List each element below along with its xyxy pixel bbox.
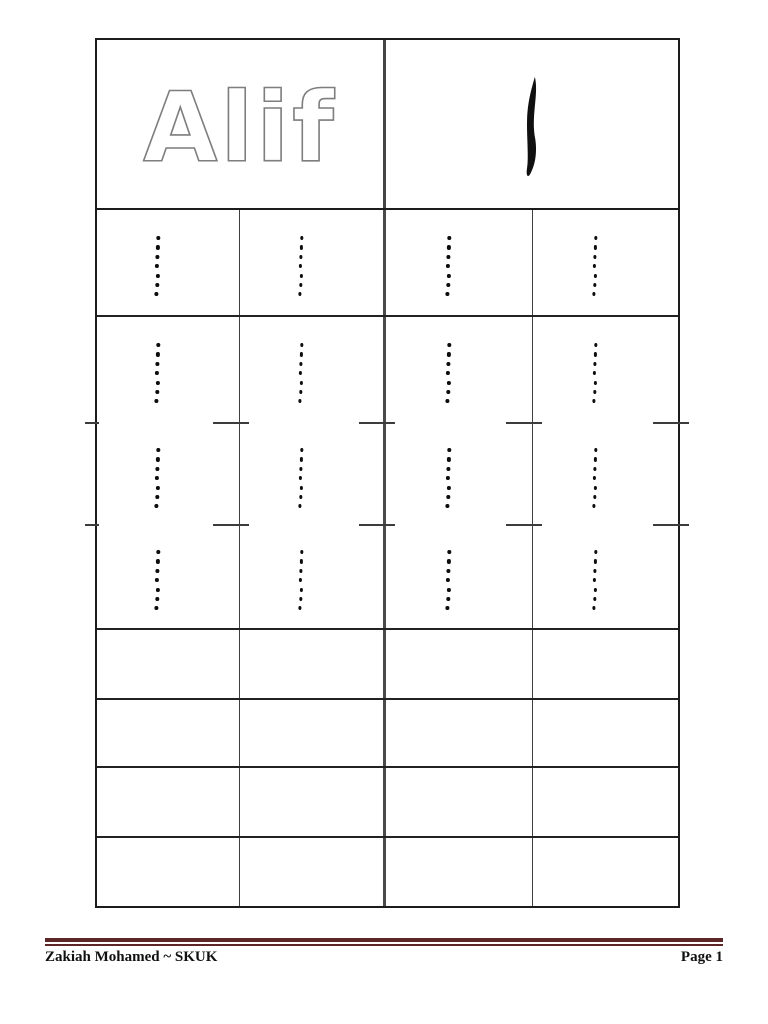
trace-dot bbox=[155, 606, 159, 610]
border-stub bbox=[85, 524, 99, 526]
trace-dot bbox=[300, 550, 304, 554]
trace-dot bbox=[593, 457, 597, 461]
border-stub bbox=[213, 422, 249, 424]
dotted-alif-trace bbox=[592, 236, 596, 302]
footer-rule bbox=[45, 938, 723, 946]
trace-cell bbox=[386, 317, 533, 422]
trace-dot bbox=[157, 343, 161, 347]
empty-practice-cell bbox=[386, 630, 533, 698]
border-stub bbox=[359, 524, 395, 526]
trace-dot bbox=[300, 352, 304, 356]
dotted-alif-trace bbox=[592, 343, 596, 409]
trace-dot bbox=[445, 399, 449, 403]
trace-dot bbox=[299, 390, 303, 394]
trace-cell bbox=[97, 317, 240, 422]
dotted-alif-trace bbox=[155, 236, 159, 302]
empty-practice-cell bbox=[240, 768, 386, 836]
page-number: Page 1 bbox=[680, 949, 723, 965]
trace-dot bbox=[446, 597, 450, 601]
border-stub bbox=[359, 422, 395, 424]
author-credit: Zakiah Mohamed ~ SKUK bbox=[45, 949, 218, 965]
trace-dot bbox=[299, 467, 303, 471]
trace-dot bbox=[593, 588, 597, 592]
border-stub bbox=[653, 524, 689, 526]
trace-dot bbox=[447, 588, 451, 592]
trace-dot bbox=[446, 476, 450, 480]
trace-dot bbox=[592, 292, 596, 296]
trace-dot bbox=[156, 495, 160, 499]
empty-practice-cell bbox=[240, 838, 386, 906]
trace-cell bbox=[533, 524, 678, 628]
empty-practice-cell bbox=[533, 768, 678, 836]
trace-dot bbox=[447, 274, 451, 278]
trace-dot bbox=[445, 606, 449, 610]
empty-practice-cell bbox=[97, 700, 240, 766]
trace-dot bbox=[593, 245, 597, 249]
practice-grid bbox=[97, 210, 678, 906]
trace-dot bbox=[447, 550, 451, 554]
trace-dot bbox=[157, 236, 161, 240]
empty-practice-row bbox=[97, 768, 678, 838]
trace-dot bbox=[299, 578, 303, 582]
trace-dot bbox=[300, 486, 304, 490]
trace-cell bbox=[533, 422, 678, 524]
trace-row bbox=[97, 317, 678, 422]
dotted-alif-trace bbox=[592, 550, 596, 616]
trace-dot bbox=[300, 343, 304, 347]
trace-row bbox=[97, 524, 678, 630]
trace-cell bbox=[386, 210, 533, 315]
border-stub bbox=[506, 524, 542, 526]
trace-dot bbox=[155, 264, 159, 268]
empty-practice-cell bbox=[386, 838, 533, 906]
arabic-alif-glyph bbox=[514, 75, 550, 179]
trace-cell bbox=[97, 422, 240, 524]
trace-dot bbox=[299, 264, 303, 268]
dotted-alif-trace bbox=[155, 343, 159, 409]
dotted-alif-trace bbox=[299, 343, 303, 409]
trace-dot bbox=[300, 236, 304, 240]
trace-dot bbox=[155, 371, 159, 375]
dotted-alif-trace bbox=[446, 236, 450, 302]
trace-dot bbox=[155, 476, 159, 480]
trace-dot bbox=[155, 399, 159, 403]
empty-practice-row bbox=[97, 630, 678, 700]
trace-dot bbox=[156, 381, 160, 385]
trace-cell bbox=[533, 210, 678, 315]
trace-cell bbox=[240, 210, 386, 315]
trace-dot bbox=[593, 597, 597, 601]
trace-dot bbox=[446, 264, 450, 268]
border-stub bbox=[85, 422, 99, 424]
trace-row bbox=[97, 422, 678, 524]
trace-dot bbox=[299, 283, 303, 287]
dotted-alif-trace bbox=[155, 448, 159, 514]
trace-dot bbox=[300, 448, 304, 452]
trace-dot bbox=[299, 476, 303, 480]
trace-dot bbox=[447, 448, 451, 452]
empty-practice-cell bbox=[97, 768, 240, 836]
trace-cell bbox=[240, 317, 386, 422]
trace-dot bbox=[447, 457, 451, 461]
page-footer bbox=[45, 938, 723, 966]
empty-practice-row bbox=[97, 838, 678, 906]
empty-practice-cell bbox=[386, 768, 533, 836]
empty-practice-row bbox=[97, 700, 678, 768]
dotted-alif-trace bbox=[446, 448, 450, 514]
empty-practice-cell bbox=[240, 700, 386, 766]
empty-practice-cell bbox=[97, 630, 240, 698]
trace-cell bbox=[533, 317, 678, 422]
trace-dot bbox=[447, 245, 451, 249]
trace-dot bbox=[156, 245, 160, 249]
trace-dot bbox=[156, 597, 160, 601]
empty-practice-cell bbox=[533, 630, 678, 698]
trace-dot bbox=[156, 486, 160, 490]
trace-dot bbox=[446, 255, 450, 259]
trace-dot bbox=[155, 504, 159, 508]
worksheet-table bbox=[95, 38, 680, 908]
trace-cell bbox=[97, 524, 240, 628]
trace-dot bbox=[157, 550, 161, 554]
trace-cell bbox=[240, 422, 386, 524]
empty-practice-cell bbox=[386, 700, 533, 766]
trace-dot bbox=[447, 381, 451, 385]
trace-dot bbox=[446, 467, 450, 471]
trace-dot bbox=[300, 457, 304, 461]
trace-dot bbox=[592, 264, 596, 268]
letter-glyph-cell bbox=[386, 40, 678, 208]
trace-dot bbox=[593, 467, 597, 471]
trace-dot bbox=[300, 274, 304, 278]
border-stub bbox=[506, 422, 542, 424]
trace-dot bbox=[446, 283, 450, 287]
trace-dot bbox=[446, 495, 450, 499]
trace-row bbox=[97, 210, 678, 317]
trace-dot bbox=[446, 362, 450, 366]
trace-dot bbox=[299, 255, 303, 259]
trace-dot bbox=[155, 578, 159, 582]
dotted-alif-trace bbox=[446, 550, 450, 616]
dotted-alif-trace bbox=[155, 550, 159, 616]
trace-dot bbox=[156, 352, 160, 356]
trace-dot bbox=[156, 283, 160, 287]
empty-practice-cell bbox=[533, 838, 678, 906]
trace-cell bbox=[240, 524, 386, 628]
trace-dot bbox=[594, 343, 598, 347]
trace-dot bbox=[156, 588, 160, 592]
trace-dot bbox=[593, 390, 597, 394]
trace-dot bbox=[299, 597, 303, 601]
letter-name-cell bbox=[97, 40, 386, 208]
trace-dot bbox=[593, 362, 597, 366]
trace-dot bbox=[156, 457, 160, 461]
trace-dot bbox=[445, 292, 449, 296]
trace-dot bbox=[299, 495, 303, 499]
trace-cell bbox=[97, 210, 240, 315]
trace-dot bbox=[592, 504, 596, 508]
trace-dot bbox=[592, 606, 596, 610]
trace-dot bbox=[156, 274, 160, 278]
trace-dot bbox=[594, 448, 598, 452]
trace-dot bbox=[299, 371, 303, 375]
trace-dot bbox=[594, 236, 598, 240]
trace-dot bbox=[298, 399, 302, 403]
trace-dot bbox=[446, 371, 450, 375]
trace-dot bbox=[592, 399, 596, 403]
trace-dot bbox=[593, 255, 597, 259]
trace-dot bbox=[447, 486, 451, 490]
header-row bbox=[97, 40, 678, 210]
empty-practice-cell bbox=[533, 700, 678, 766]
trace-dot bbox=[300, 245, 304, 249]
empty-practice-cell bbox=[97, 838, 240, 906]
trace-dot bbox=[447, 236, 451, 240]
border-stub bbox=[653, 422, 689, 424]
trace-dot bbox=[593, 486, 597, 490]
trace-cell bbox=[386, 524, 533, 628]
trace-dot bbox=[300, 588, 304, 592]
trace-dot bbox=[592, 371, 596, 375]
trace-dot bbox=[446, 569, 450, 573]
trace-dot bbox=[298, 504, 302, 508]
dotted-alif-trace bbox=[299, 550, 303, 616]
trace-dot bbox=[593, 283, 597, 287]
trace-dot bbox=[156, 362, 160, 366]
trace-dot bbox=[593, 274, 597, 278]
trace-dot bbox=[593, 381, 597, 385]
trace-dot bbox=[446, 578, 450, 582]
dotted-alif-trace bbox=[299, 448, 303, 514]
trace-dot bbox=[592, 476, 596, 480]
dotted-alif-trace bbox=[592, 448, 596, 514]
trace-dot bbox=[445, 504, 449, 508]
trace-dot bbox=[156, 255, 160, 259]
trace-dot bbox=[157, 448, 161, 452]
trace-dot bbox=[447, 352, 451, 356]
dotted-alif-trace bbox=[446, 343, 450, 409]
trace-cell bbox=[386, 422, 533, 524]
trace-dot bbox=[156, 569, 160, 573]
trace-dot bbox=[156, 559, 160, 563]
trace-dot bbox=[447, 343, 451, 347]
trace-dot bbox=[593, 559, 597, 563]
trace-dot bbox=[300, 559, 304, 563]
dotted-alif-trace bbox=[299, 236, 303, 302]
trace-dot bbox=[299, 569, 303, 573]
trace-dot bbox=[593, 352, 597, 356]
trace-dot bbox=[594, 550, 598, 554]
trace-dot bbox=[592, 578, 596, 582]
trace-dot bbox=[156, 390, 160, 394]
trace-dot bbox=[300, 381, 304, 385]
trace-dot bbox=[155, 292, 159, 296]
trace-dot bbox=[593, 569, 597, 573]
trace-dot bbox=[446, 390, 450, 394]
letter-name-outline-text: Alif bbox=[143, 72, 337, 184]
trace-dot bbox=[298, 292, 302, 296]
trace-dot bbox=[299, 362, 303, 366]
trace-dot bbox=[447, 559, 451, 563]
trace-dot bbox=[298, 606, 302, 610]
border-stub bbox=[213, 524, 249, 526]
trace-dot bbox=[593, 495, 597, 499]
empty-practice-cell bbox=[240, 630, 386, 698]
trace-dot bbox=[156, 467, 160, 471]
